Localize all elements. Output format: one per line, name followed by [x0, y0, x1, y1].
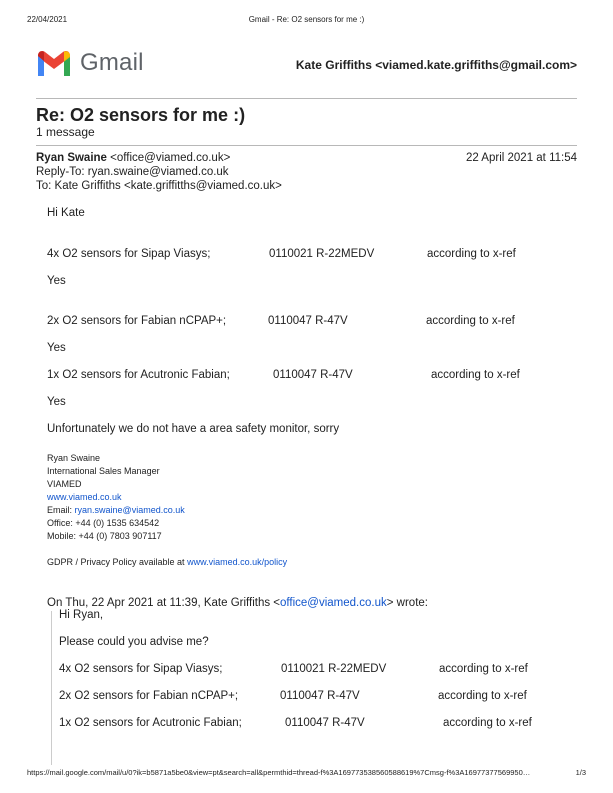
- item-desc: 1x O2 sensors for Acutronic Fabian;: [47, 369, 230, 381]
- gdpr-link[interactable]: www.viamed.co.uk/policy: [187, 557, 288, 567]
- message-date: 22 April 2021 at 11:54: [465, 152, 577, 164]
- answer: Yes: [47, 342, 66, 354]
- answer: Yes: [47, 396, 66, 408]
- quote-item-desc: 1x O2 sensors for Acutronic Fabian;: [59, 717, 242, 729]
- item-code: 0110047 R-47V: [268, 315, 348, 327]
- item-note: according to x-ref: [431, 369, 520, 381]
- quote-intro: [47, 597, 428, 609]
- account-label: Kate Griffiths <viamed.kate.griffiths@gmail.com>: [295, 58, 577, 72]
- sender-email: <office@viamed.co.uk>: [110, 152, 231, 164]
- closing-line: Unfortunately we do not have a area safety monitor, sorry: [47, 423, 340, 435]
- print-date: 22/04/2021: [27, 15, 68, 24]
- quote-item-note: according to x-ref: [438, 690, 527, 702]
- item-code: 0110021 R-22MEDV: [269, 248, 375, 260]
- signature-email-line: [47, 505, 185, 515]
- item-desc: 4x O2 sensors for Sipap Viasys;: [47, 248, 211, 260]
- signature-name: Ryan Swaine: [47, 453, 101, 463]
- quote-item-note: according to x-ref: [439, 663, 528, 675]
- gdpr-text: GDPR / Privacy Policy available at: [47, 557, 185, 567]
- quote-greeting: Hi Ryan,: [59, 609, 104, 621]
- item-desc: 2x O2 sensors for Fabian nCPAP+;: [47, 315, 227, 327]
- quote-bar: [51, 611, 52, 765]
- signature-website-link[interactable]: www.viamed.co.uk: [47, 492, 122, 502]
- footer-page-number: 1/3: [575, 768, 586, 777]
- signature-email-label: Email:: [47, 505, 73, 515]
- signature-mobile: Mobile: +44 (0) 7803 907117: [47, 531, 162, 541]
- item-note: according to x-ref: [427, 248, 516, 260]
- item-code: 0110047 R-47V: [273, 369, 353, 381]
- quote-intro-prefix: On Thu, 22 Apr 2021 at 11:39, Kate Griffiths <: [47, 597, 281, 609]
- signature-company: VIAMED: [47, 479, 82, 489]
- sender-line: [36, 152, 230, 164]
- greeting: Hi Kate: [47, 207, 85, 219]
- reply-to: Reply-To: ryan.swaine@viamed.co.uk: [36, 166, 229, 178]
- answer: Yes: [47, 275, 66, 287]
- signature-email-link[interactable]: ryan.swaine@viamed.co.uk: [74, 505, 185, 515]
- quote-item-desc: 4x O2 sensors for Sipap Viasys;: [59, 663, 223, 675]
- gmail-wordmark: Gmail: [80, 49, 144, 76]
- quote-item-code: 0110021 R-22MEDV: [281, 663, 387, 675]
- item-note: according to x-ref: [426, 315, 515, 327]
- gmail-logo-icon: [36, 48, 72, 78]
- header-divider: [36, 98, 577, 99]
- quote-item-desc: 2x O2 sensors for Fabian nCPAP+;: [59, 690, 239, 702]
- footer-url: https://mail.google.com/mail/u/0?ik=b5871a5be0&view=pt&search=all&permthid=thread-f%3A1697735385605886​19%7Cmsg-f%3A16977377569950…: [27, 768, 531, 777]
- quote-item-code: 0110047 R-47V: [280, 690, 360, 702]
- quote-intro-email-link[interactable]: office@viamed.co.uk: [280, 597, 387, 609]
- signature-office: Office: +44 (0) 1535 634542: [47, 518, 160, 528]
- quote-question: Please could you advise me?: [59, 636, 209, 648]
- signature-role: International Sales Manager: [47, 466, 160, 476]
- quote-item-code: 0110047 R-47V: [285, 717, 365, 729]
- sender-name: Ryan Swaine: [36, 152, 107, 164]
- print-title: Gmail - Re: O2 sensors for me :): [248, 15, 365, 24]
- quote-intro-suffix: > wrote:: [386, 597, 428, 609]
- to-line: To: Kate Griffiths <kate.griffitths@viamed.co.uk>: [36, 180, 282, 192]
- gdpr-line: [47, 557, 287, 567]
- message-count: 1 message: [36, 125, 95, 139]
- subject-divider: [36, 145, 577, 146]
- quote-item-note: according to x-ref: [443, 717, 532, 729]
- thread-subject: Re: O2 sensors for me :): [36, 105, 246, 125]
